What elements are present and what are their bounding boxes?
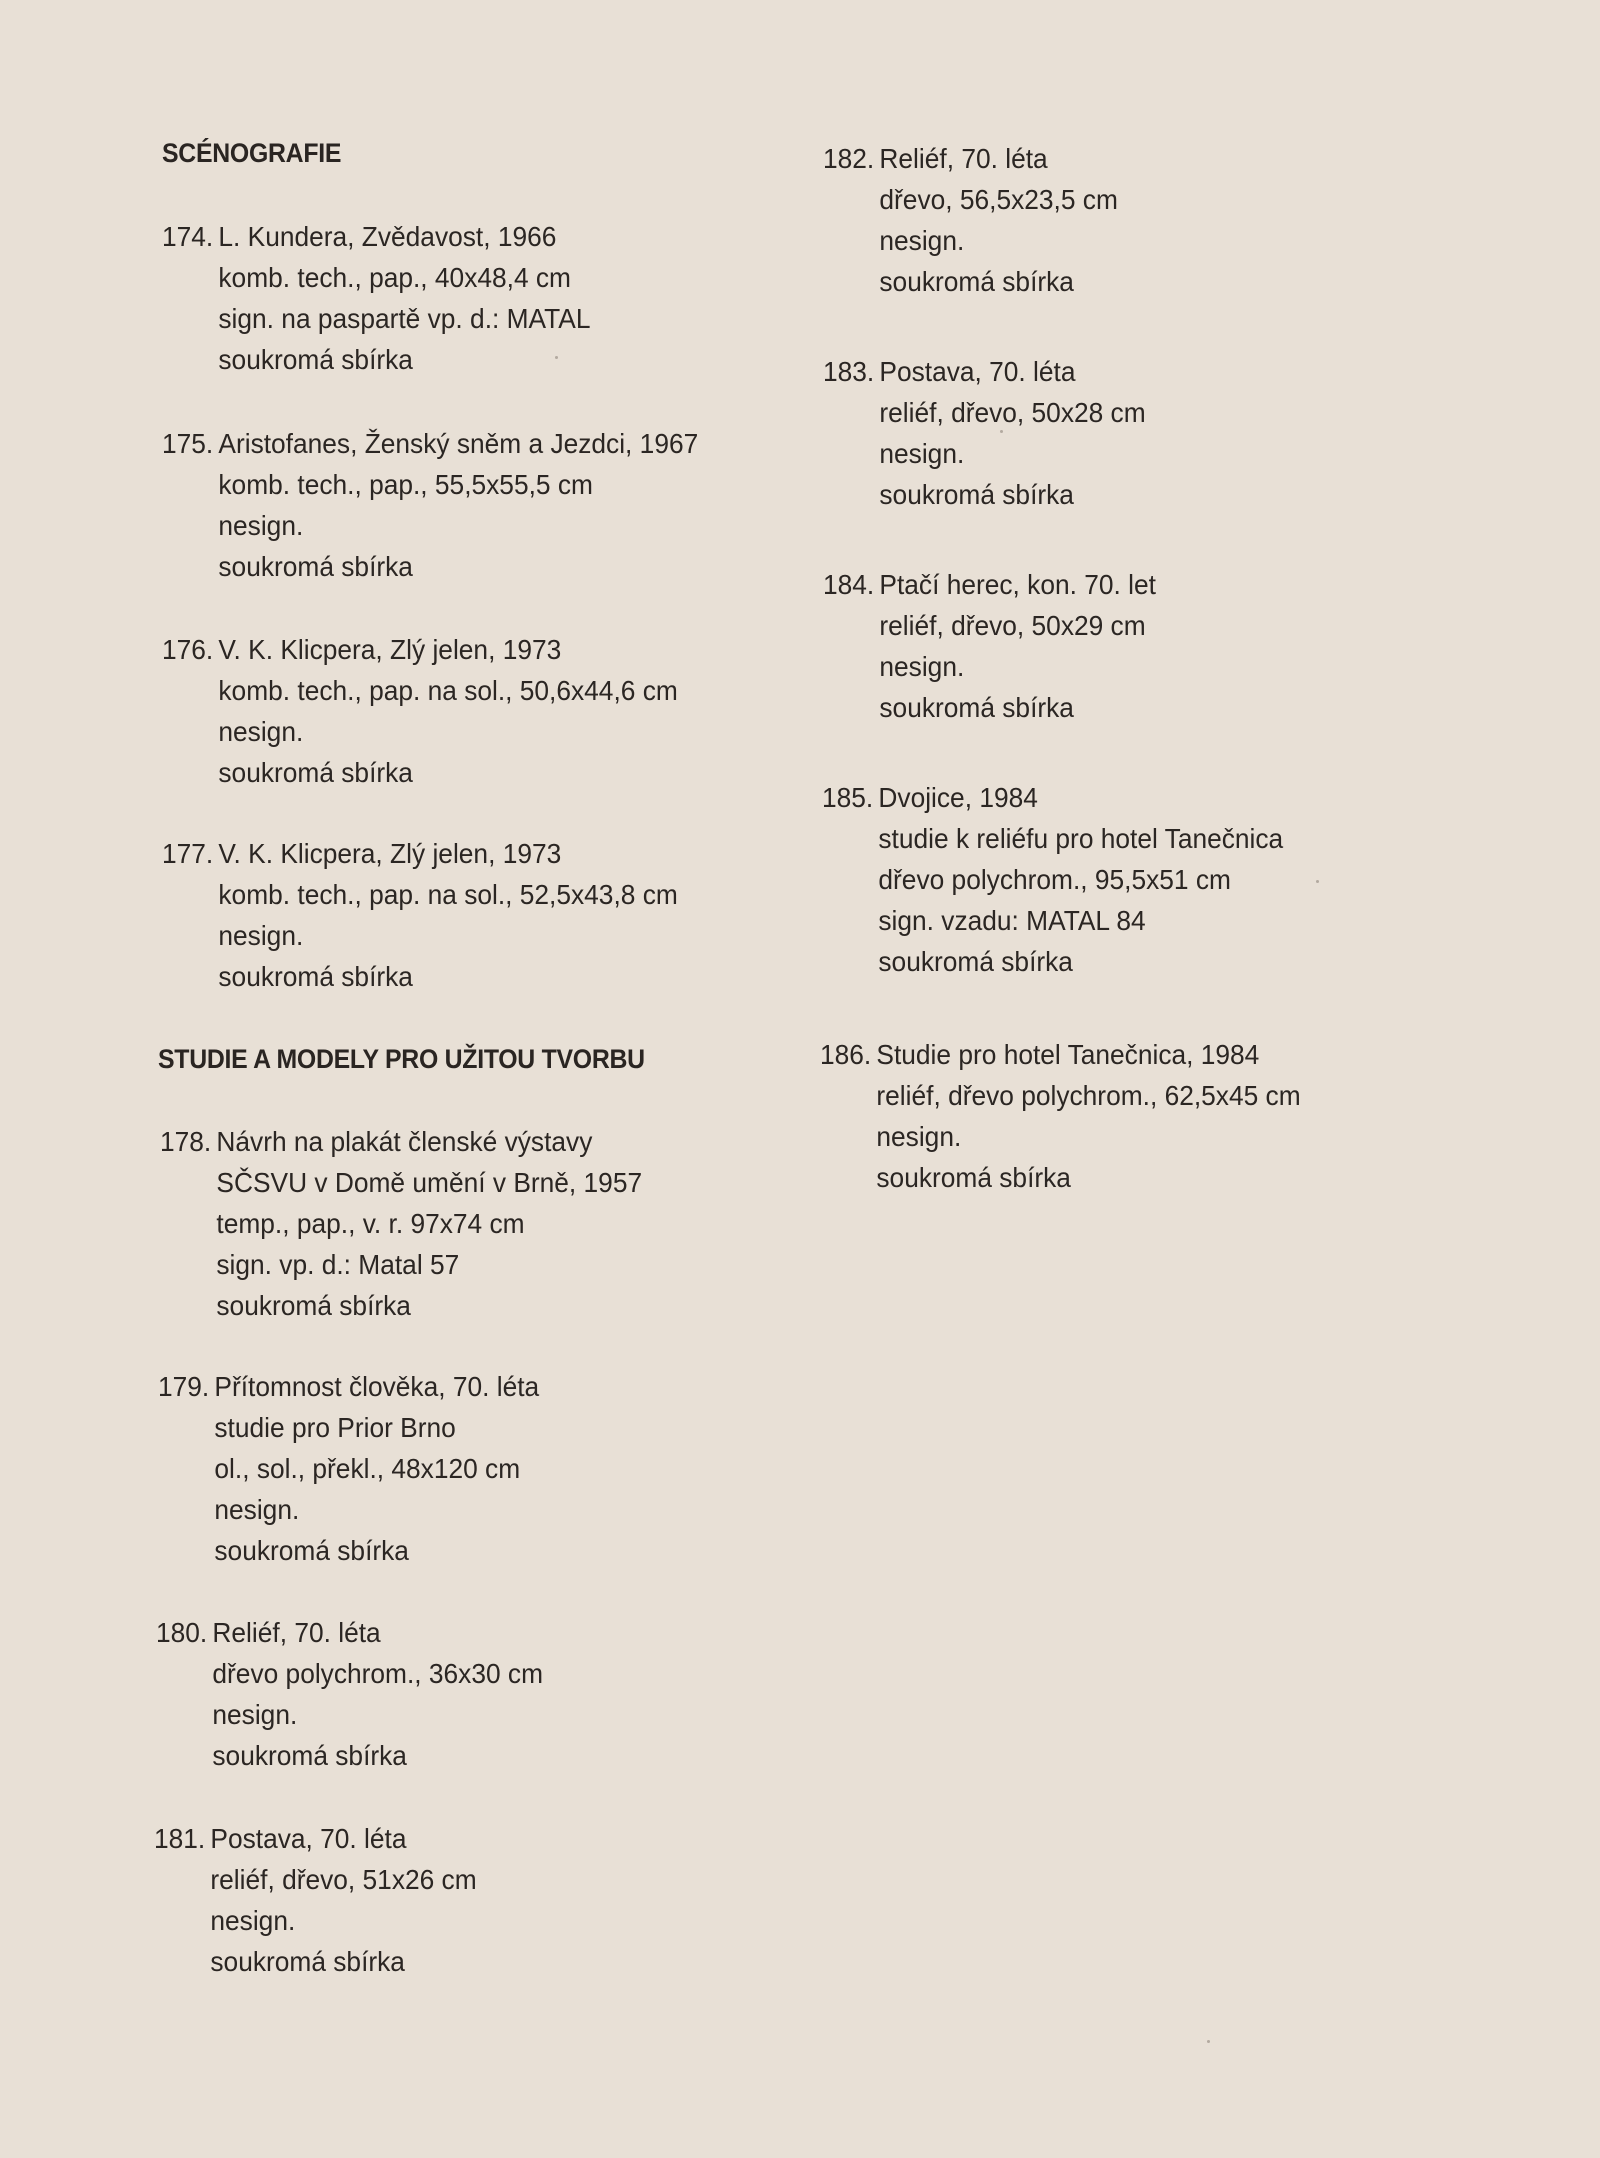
entry-technique: reliéf, dřevo polychrom., 62,5x45 cm — [876, 1080, 1301, 1111]
catalog-entry — [823, 351, 1146, 515]
catalog-entry — [822, 777, 1283, 982]
entry-collection: soukromá sbírka — [879, 692, 1074, 723]
entry-title: Reliéf, 70. léta — [879, 143, 1048, 174]
entry-number: 182. — [823, 143, 875, 174]
entry-signature: nesign. — [879, 438, 965, 469]
catalog-entry — [162, 216, 590, 380]
entry-collection: soukromá sbírka — [876, 1162, 1071, 1193]
section-heading-studie: STUDIE A MODELY PRO UŽITOU TVORBU — [158, 1044, 645, 1074]
catalog-entry — [154, 1818, 477, 1982]
entry-number: 174. — [162, 221, 214, 252]
catalog-entry — [162, 833, 678, 997]
paper-speck — [555, 356, 558, 359]
entry-collection: soukromá sbírka — [878, 946, 1073, 977]
entry-title: V. K. Klicpera, Zlý jelen, 1973 — [218, 634, 562, 665]
paper-speck — [1207, 2040, 1210, 2043]
entry-number: 181. — [154, 1823, 206, 1854]
entry-technique: komb. tech., pap., 40x48,4 cm — [218, 262, 571, 293]
entry-signature: nesign. — [212, 1699, 298, 1730]
entry-signature: sign. na paspartě vp. d.: MATAL — [218, 303, 591, 334]
entry-collection: soukromá sbírka — [210, 1946, 405, 1977]
entry-collection: soukromá sbírka — [212, 1740, 407, 1771]
catalog-entry — [156, 1612, 543, 1776]
entry-title-continued: SČSVU v Domě umění v Brně, 1957 — [216, 1167, 643, 1198]
entry-collection: soukromá sbírka — [216, 1290, 411, 1321]
entry-technique: ol., sol., překl., 48x120 cm — [214, 1453, 521, 1484]
entry-technique: dřevo, 56,5x23,5 cm — [879, 184, 1118, 215]
entry-collection: soukromá sbírka — [218, 961, 413, 992]
entry-number: 176. — [162, 634, 214, 665]
entry-collection: soukromá sbírka — [218, 344, 413, 375]
entry-number: 179. — [158, 1371, 210, 1402]
catalog-entry — [820, 1034, 1301, 1198]
paper-speck — [1000, 430, 1003, 433]
entry-number: 177. — [162, 838, 214, 869]
entry-number: 175. — [162, 428, 214, 459]
entry-signature: nesign. — [879, 651, 965, 682]
entry-technique: temp., pap., v. r. 97x74 cm — [216, 1208, 525, 1239]
entry-number: 180. — [156, 1617, 208, 1648]
catalog-entry — [158, 1366, 539, 1571]
entry-technique: reliéf, dřevo, 50x29 cm — [879, 610, 1146, 641]
entry-number: 186. — [820, 1039, 872, 1070]
catalog-entry — [823, 564, 1156, 728]
entry-number: 178. — [160, 1126, 212, 1157]
entry-technique: dřevo polychrom., 95,5x51 cm — [878, 864, 1231, 895]
entry-signature: nesign. — [214, 1494, 300, 1525]
catalog-entry — [162, 423, 698, 587]
entry-technique: reliéf, dřevo, 50x28 cm — [879, 397, 1146, 428]
paper-speck — [1316, 880, 1319, 883]
entry-technique: komb. tech., pap., 55,5x55,5 cm — [218, 469, 593, 500]
entry-collection: soukromá sbírka — [879, 266, 1074, 297]
entry-collection: soukromá sbírka — [214, 1535, 409, 1566]
entry-title: Dvojice, 1984 — [878, 782, 1038, 813]
entry-title: V. K. Klicpera, Zlý jelen, 1973 — [218, 838, 562, 869]
section-heading-scenografie: SCÉNOGRAFIE — [162, 138, 342, 168]
catalog-entry — [162, 629, 678, 793]
entry-title: Studie pro hotel Tanečnica, 1984 — [876, 1039, 1260, 1070]
entry-technique: dřevo polychrom., 36x30 cm — [212, 1658, 544, 1689]
entry-number: 185. — [822, 782, 874, 813]
entry-signature: nesign. — [218, 716, 304, 747]
entry-title: Reliéf, 70. léta — [212, 1617, 381, 1648]
entry-title: Přítomnost člověka, 70. léta — [214, 1371, 540, 1402]
entry-subtitle: studie pro Prior Brno — [214, 1412, 456, 1443]
entry-signature: sign. vp. d.: Matal 57 — [216, 1249, 460, 1280]
entry-collection: soukromá sbírka — [879, 479, 1074, 510]
catalog-entry — [160, 1121, 642, 1326]
entry-number: 183. — [823, 356, 875, 387]
entry-title: Ptačí herec, kon. 70. let — [879, 569, 1156, 600]
entry-technique: komb. tech., pap. na sol., 50,6x44,6 cm — [218, 675, 678, 706]
catalog-entry — [823, 138, 1118, 302]
entry-title: Postava, 70. léta — [210, 1823, 407, 1854]
entry-subtitle: studie k reliéfu pro hotel Tanečnica — [878, 823, 1284, 854]
entry-title: Aristofanes, Ženský sněm a Jezdci, 1967 — [218, 428, 699, 459]
entry-title: L. Kundera, Zvědavost, 1966 — [218, 221, 557, 252]
entry-collection: soukromá sbírka — [218, 757, 413, 788]
entry-title: Postava, 70. léta — [879, 356, 1076, 387]
entry-title: Návrh na plakát členské výstavy — [216, 1126, 593, 1157]
entry-signature: nesign. — [218, 510, 304, 541]
entry-number: 184. — [823, 569, 875, 600]
entry-signature: sign. vzadu: MATAL 84 — [878, 905, 1146, 936]
entry-technique: reliéf, dřevo, 51x26 cm — [210, 1864, 477, 1895]
entry-technique: komb. tech., pap. na sol., 52,5x43,8 cm — [218, 879, 678, 910]
entry-signature: nesign. — [218, 920, 304, 951]
entry-signature: nesign. — [879, 225, 965, 256]
entry-signature: nesign. — [210, 1905, 296, 1936]
entry-collection: soukromá sbírka — [218, 551, 413, 582]
entry-signature: nesign. — [876, 1121, 962, 1152]
